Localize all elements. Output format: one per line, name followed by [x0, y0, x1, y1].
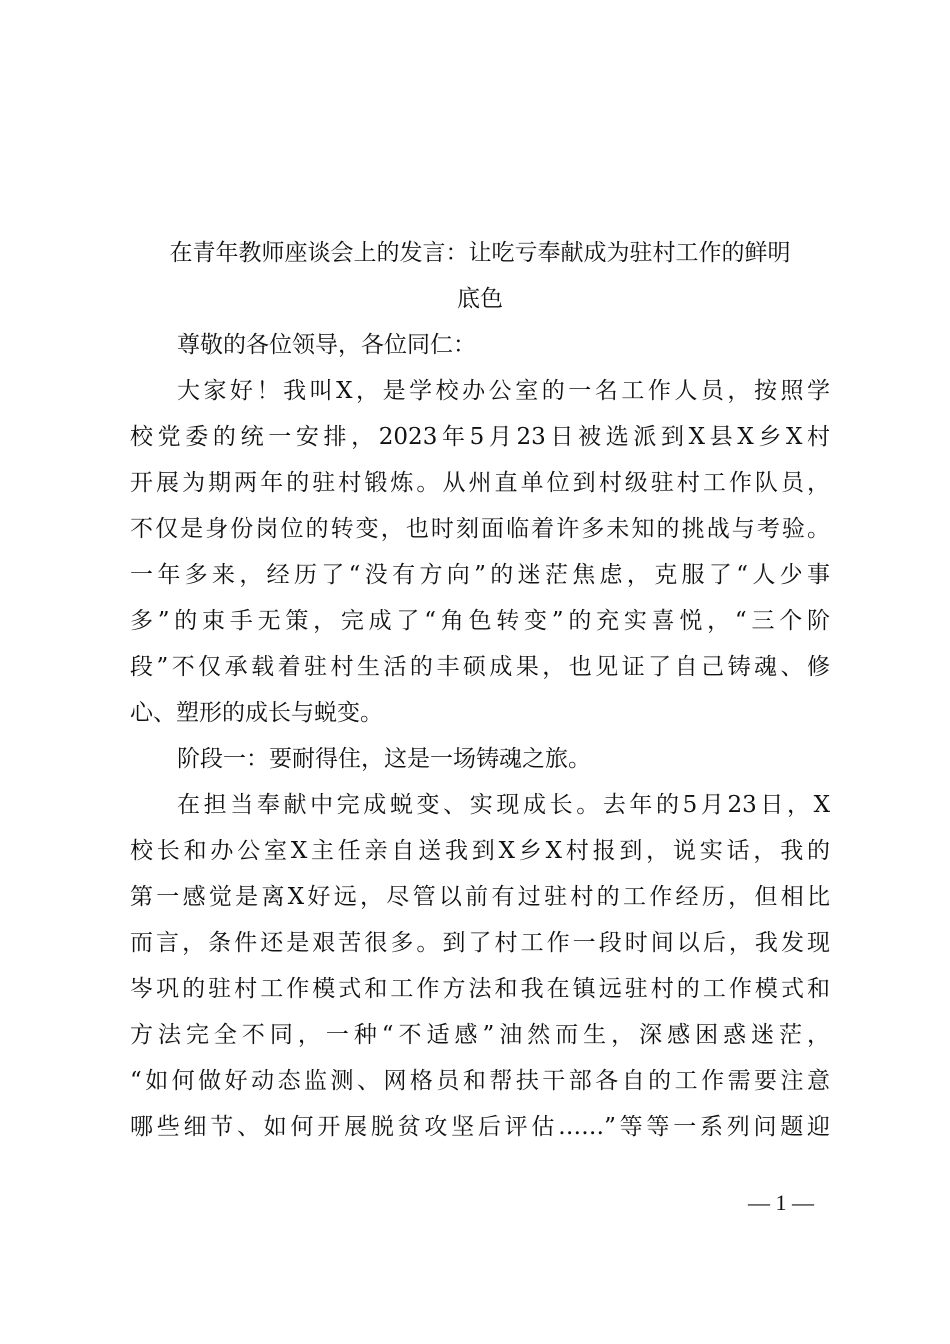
text-line: 开展为期两年的驻村锻炼。从州直单位到村级驻村工作队员，: [130, 470, 830, 496]
text-line: 一年多来，经历了“没有方向”的迷茫焦虑，克服了“人少事: [130, 562, 830, 588]
text-line: 校长和办公室X主任亲自送我到X乡X村报到，说实话，我的: [130, 838, 830, 864]
text-line: 而言，条件还是艰苦很多。到了村工作一段时间以后，我发现: [130, 930, 830, 956]
text-line: 多”的束手无策，完成了“角色转变”的充实喜悦，“三个阶: [130, 608, 830, 634]
document-title-line-2: 底色: [457, 286, 503, 312]
paragraph-intro: [130, 368, 830, 736]
text-line: 在担当奉献中完成蜕变、实现成长。去年的5月23日，X: [177, 792, 830, 818]
document-page: [130, 230, 830, 1150]
text-line: 大家好！我叫X，是学校办公室的一名工作人员，按照学: [177, 378, 830, 404]
text-line: 校党委的统一安排，2023年5月23日被选派到X县X乡X村: [130, 424, 830, 450]
text-line: 不仅是身份岗位的转变，也时刻面临着许多未知的挑战与考验。: [130, 516, 830, 542]
text-line: 第一感觉是离X好远，尽管以前有过驻村的工作经历，但相比: [130, 884, 830, 910]
salutation: 尊敬的各位领导，各位同仁：: [177, 332, 476, 358]
paragraph-stage-one: [130, 782, 830, 1150]
section-heading: 阶段一：要耐得住，这是一场铸魂之旅。: [177, 746, 591, 772]
text-line: 岑巩的驻村工作模式和工作方法和我在镇远驻村的工作模式和: [130, 976, 830, 1002]
text-line: 方法完全不同，一种“不适感”油然而生，深感困惑迷茫，: [130, 1022, 830, 1048]
text-line: 段”不仅承载着驻村生活的丰硕成果，也见证了自己铸魂、修: [130, 654, 830, 680]
document-title-line-1: 在青年教师座谈会上的发言：让吃亏奉献成为驻村工作的鲜明: [169, 240, 791, 266]
text-line: 心、塑形的成长与蜕变。: [130, 700, 383, 726]
text-line: “如何做好动态监测、网格员和帮扶干部各自的工作需要注意: [130, 1068, 830, 1094]
page-number: — 1 —: [748, 1190, 814, 1215]
text-line: 哪些细节、如何开展脱贫攻坚后评估……”等等一系列问题迎: [130, 1114, 830, 1140]
